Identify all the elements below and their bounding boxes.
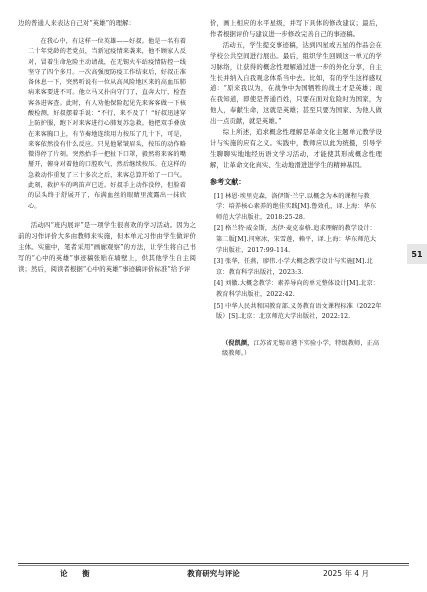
footer-issue-date: 2025 年 4 月 [322, 569, 369, 578]
paragraph-activity-five: 活动五，学生提交事迹稿，达到四星或五星的作品会在学校公共空间进行展出。最后，组织学生回顾这一单元的学习脉络，让获得的概念性理解通过进一步的外化分享，自主生长并纳入自我观念体系当中去。比如，有的学生这样感叹道：“原来我以为，在战争中为国牺牲的战士才是英雄；现在我知道，即使是普通百姓，只要在面对危险时为国家，为他人，奉献生命，这就是英雄；甚至只要为国家、为他人做出一点贡献，就是英雄。” [210, 40, 382, 126]
footer-divider [18, 563, 409, 564]
reference-item: [3] 张华，任燕，廖伟.小学大概念教学设计与实施[M].北京：教育科学出版社，2023:3. [214, 258, 373, 276]
author-name: （倪凯颜， [222, 339, 254, 347]
reference-item: [1] 林恩·埃里克森，洛伊斯·兰宁.以概念为本的课程与教学：培养核心素养的绝佳实践[M].鲁效孔，译.上海：华东师范大学出版社，2018:25-28. [214, 192, 377, 221]
paragraph-continued: 价，画上相应的水平星级，并写下具体的修改建议；最后，作者根据评价与建议进一步修改完善自己的事迹稿。 [210, 19, 382, 38]
reference-item: [4] 刘徽.大概念教学：素养导向的单元整体设计[M].北京：教育科学出版社，2022:42. [214, 280, 380, 298]
left-column [18, 18, 196, 274]
references-title: 参考文献： [210, 177, 246, 186]
paragraph-conclusion: 综上所述，追求概念性理解是革命文化主题单元教学设计与实施的应有之义。实践中，教师应以此为统摄，引导学生聊聊实地地经历语文学习活动，才能使其形成概念性理解，让革命文化真实、生动地滑进进学生的精神基因。 [210, 128, 382, 169]
footer-journal-title: 教育研究与评论 [187, 569, 240, 578]
paragraph-top: 边的普通人来表达自己对“英雄”的理解： [18, 19, 136, 27]
right-column [210, 18, 382, 360]
reference-item: [5] 中华人民共和国教育部.义务教育语文课程标准（2022年版）[S].北京：北京师范大学出版社，2022:12. [214, 302, 382, 321]
footer-section-label: 论 衡 [60, 569, 96, 578]
paragraph-activity-four: 活动四“班内展评”是一项学生很喜欢的学习活动。因为之前的习作评价大多由教师来实施，但本单元习作由学生做评价主体。实施中，笔者采用“画廊观察”的方法，让学生将自己书写的“心中的英雄”事迹稿张贴在墙壁上，供其他学生自主阅读；然后，阅读者根据“心中的英雄”事迹稿评价标准”给予评 [18, 220, 196, 273]
author-info: 江苏省无锡市港下实验小学，特级教师，正高级教师。） [222, 339, 380, 358]
block-quote: 在我心中，有这样一位英雄——好叔。他是一名有着二十年党龄的老党员，当新冠疫情来袭来，他不顾家人反对，冒着生命危险主动请战，在无锡火车站疫情防控一线坚守了四个多月。一次高强度防疫工作结束后，好叔正准备休息一下，突然听说有一位从高风险地区来的高血压肺病来客要进不可。他立马又扑向守门了，直奔大厅，检查客各进客查。此时，有人劝他保险起见先来客客做一下核酸检测，好叔摆着手说：“不行，来不及了！”好叔迅速穿上防护服，跑下对来客进行心肺复苏急救。他把双手叠放在来客胸口上，有节奏地连续用力按压了几十下，可是，来客依然没有什么反应。只见他紧皱眉头，按压的动作略微得停了片刻。突然抬手一把扯下口罩，毅然将来客的嘴掰开，俯身对着他的口腔吹气，然后继续按压。在这样的急救动作重复了三十多次之后，来客总算开始了一口气。此刻，救护车的鸣笛声已近。好叔手上动作没停，但脸着的层头终于舒展开了，布满血丝的眼睛里流露出一抹欣心。 [28, 37, 186, 210]
page-side-tab: 51 [407, 244, 427, 264]
footer-divider-thin [18, 565, 409, 566]
reference-item: [2] 格兰特·威金斯，杰伊·麦克泰格.追求理解的教学设计：第二版[M].闫寒冰，宋雪莲，赖平，译.上海：华东师范大学出版社，2017:99-114. [214, 225, 377, 254]
author-note [210, 339, 382, 360]
